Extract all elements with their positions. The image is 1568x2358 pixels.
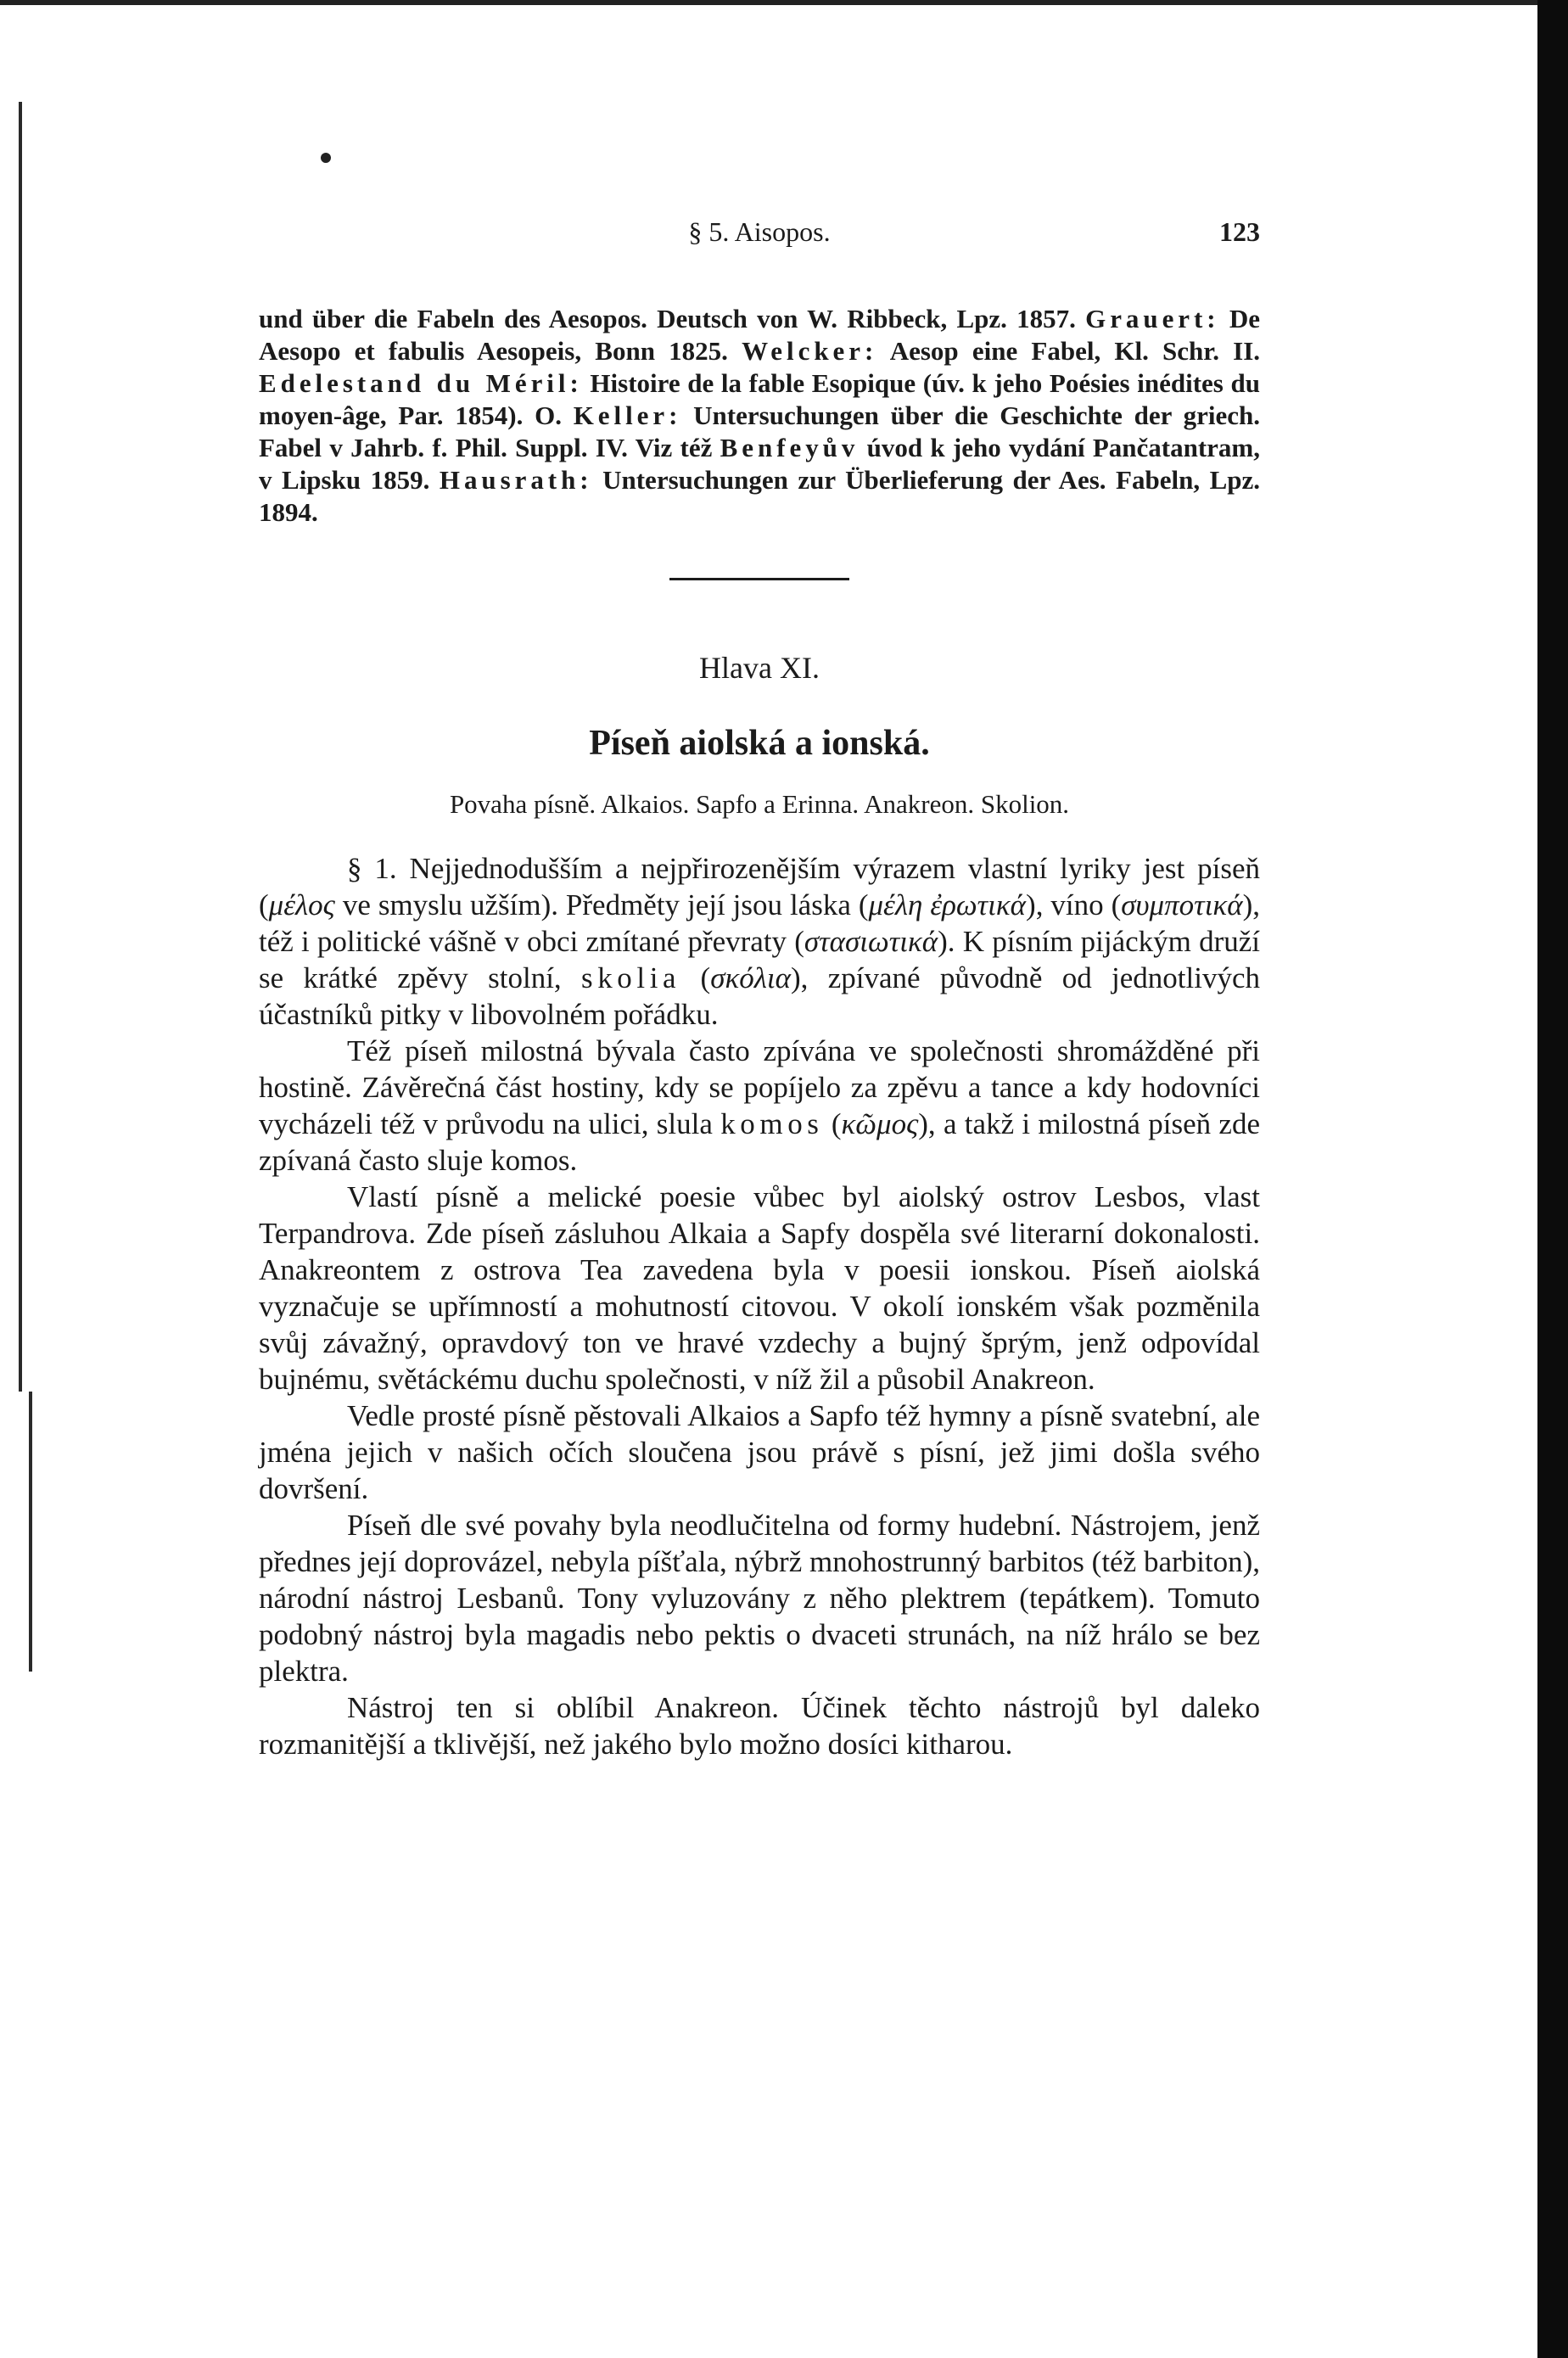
greek-term: κῶμος (841, 1107, 919, 1140)
running-head (259, 216, 1260, 254)
bibliography-note (259, 303, 1260, 529)
bib-text: und über die Fabeln des Aesopos. Deutsch von W. Ribbeck, Lpz. 1857. (259, 304, 1086, 333)
spine-shadow (19, 102, 22, 1392)
spaced-term-skolia: skolia (580, 961, 681, 994)
author-benfey: Benfeyův (720, 433, 860, 462)
page-number: 123 (1219, 216, 1260, 247)
author-keller: Keller: (573, 400, 682, 430)
chapter-body (259, 850, 1260, 1762)
spine-shadow-lower (29, 1392, 32, 1672)
bib-text: De Aesopo et fabulis Aesopeis, Bonn 1825. (259, 304, 1260, 366)
scan-edge-top (0, 0, 1568, 5)
chapter-title: Píseň aiolská a ionská. (589, 724, 930, 763)
bib-text: úvod k jeho vydání Pančatantram, v Lipsku 1859. (259, 433, 1261, 495)
greek-term: μέλη ἐρωτικά (868, 888, 1027, 921)
greek-term: μέλος (268, 888, 335, 921)
greek-term: συμποτικά (1121, 888, 1243, 921)
text-run: Též píseň milostná bývala často zpívána ve společnosti shromážděné při hostině. Závěrečná část hostiny, kdy se popíjelo za zpěvu a tance a kdy hodovníci vycházeli též v průvodu na ulici, slula (259, 1034, 1260, 1140)
chapter-subtitle: Povaha písně. Alkaios. Sapfo a Erinna. Anakreon. Skolion. (449, 789, 1070, 819)
paragraph: Nástroj ten si oblíbil Anakreon. Účinek těchto nástrojů byl daleko rozmanitější a tklivější, než jakého bylo možno dosíci kitharou. (259, 1691, 1260, 1761)
paragraph: Píseň dle své povahy byla neodlučitelna od formy hudební. Nástrojem, jenž přednes její doprovázel, nebyla píšťala, nýbrž mnohostrunný barbitos (též barbiton), národní nástroj Lesbanů. Tony vyluzovány z něho plektrem (tepátkem). Tomuto podobný nástroj byla magadis nebo pektis o dvaceti strunách, na níž hrálo se bez plektra. (259, 1509, 1260, 1688)
text-run: ), zpívané původně od jednotlivých účastníků pitky v libovolném pořádku. (259, 961, 1261, 1031)
paragraph: Vlastí písně a melické poesie vůbec byl aiolský ostrov Lesbos, vlast Terpandrova. Zde píseň zásluhou Alkaia a Sapfy dospěla své literarní dokonalosti. Anakreontem z ostrova Tea zavedena byla v poesii ionskou. Píseň aiolská vyznačuje se upřímností a mohutností citovou. V okolí ionském však pozměnila svůj závažný, opravdový ton ve hravé vzdechy a bujný šprým, jenž odpovídal bujnému, světáckému duchu společnosti, v níž žil a působil Anakreon. (259, 1180, 1260, 1396)
book-page (259, 216, 1260, 1762)
paragraph: Vedle prosté písně pěstovali Alkaios a Sapfo též hymny a písně svatební, ale jména jejich v našich očích sloučena jsou právě s písní, jež jimi došla svého dovršení. (259, 1399, 1260, 1505)
scan-edge-right (1537, 0, 1568, 2358)
author-edelestand: Edelestand du Méril: (259, 368, 583, 398)
text-run: ( (823, 1107, 842, 1140)
greek-term: σκόλια (710, 961, 792, 994)
author-hausrath: Hausrath: (439, 465, 593, 495)
greek-term: στασιωτικά (804, 925, 938, 958)
text-run: § 1. Nejjednodušším a nejpřirozenějším výrazem vlastní lyriky jest píseň ( (259, 852, 1260, 921)
text-run: ), též i politické vášně v obci zmítané převraty ( (259, 888, 1260, 958)
text-run: ( (680, 961, 711, 994)
author-welcker: Welcker: (742, 336, 878, 366)
bib-text: Untersuchungen über die Geschichte der griech. Fabel v Jahrb. f. Phil. Suppl. IV. Viz též (259, 400, 1260, 462)
spaced-term-komos: komos (720, 1107, 824, 1140)
running-title: § 5. Aisopos. (688, 216, 831, 247)
section-divider (669, 578, 849, 580)
chapter-label: Hlava XI. (699, 651, 820, 685)
text-run: ). K písním pijáckým druží se krátké zpěvy stolní, (259, 925, 1260, 994)
paragraph (259, 850, 1260, 1033)
text-run: ), víno ( (1026, 888, 1122, 921)
bib-text: Histoire de la fable Esopique (úv. k jeho Poésies inédites du moyen-âge, Par. 1854). O. (259, 368, 1260, 430)
ink-speck (321, 153, 331, 163)
bib-text: Aesop eine Fabel, Kl. Schr. II. (877, 336, 1261, 366)
text-run: ), a takž i milostná píseň zde zpívaná často sluje komos. (259, 1107, 1260, 1177)
paragraph (259, 1033, 1260, 1179)
text-run: ve smyslu užším). Předměty její jsou láska ( (334, 888, 869, 921)
author-grauert: Grauert: (1085, 304, 1220, 333)
bib-text: Untersuchungen zur Überlieferung der Aes. Fabeln, Lpz. 1894. (259, 465, 1261, 527)
